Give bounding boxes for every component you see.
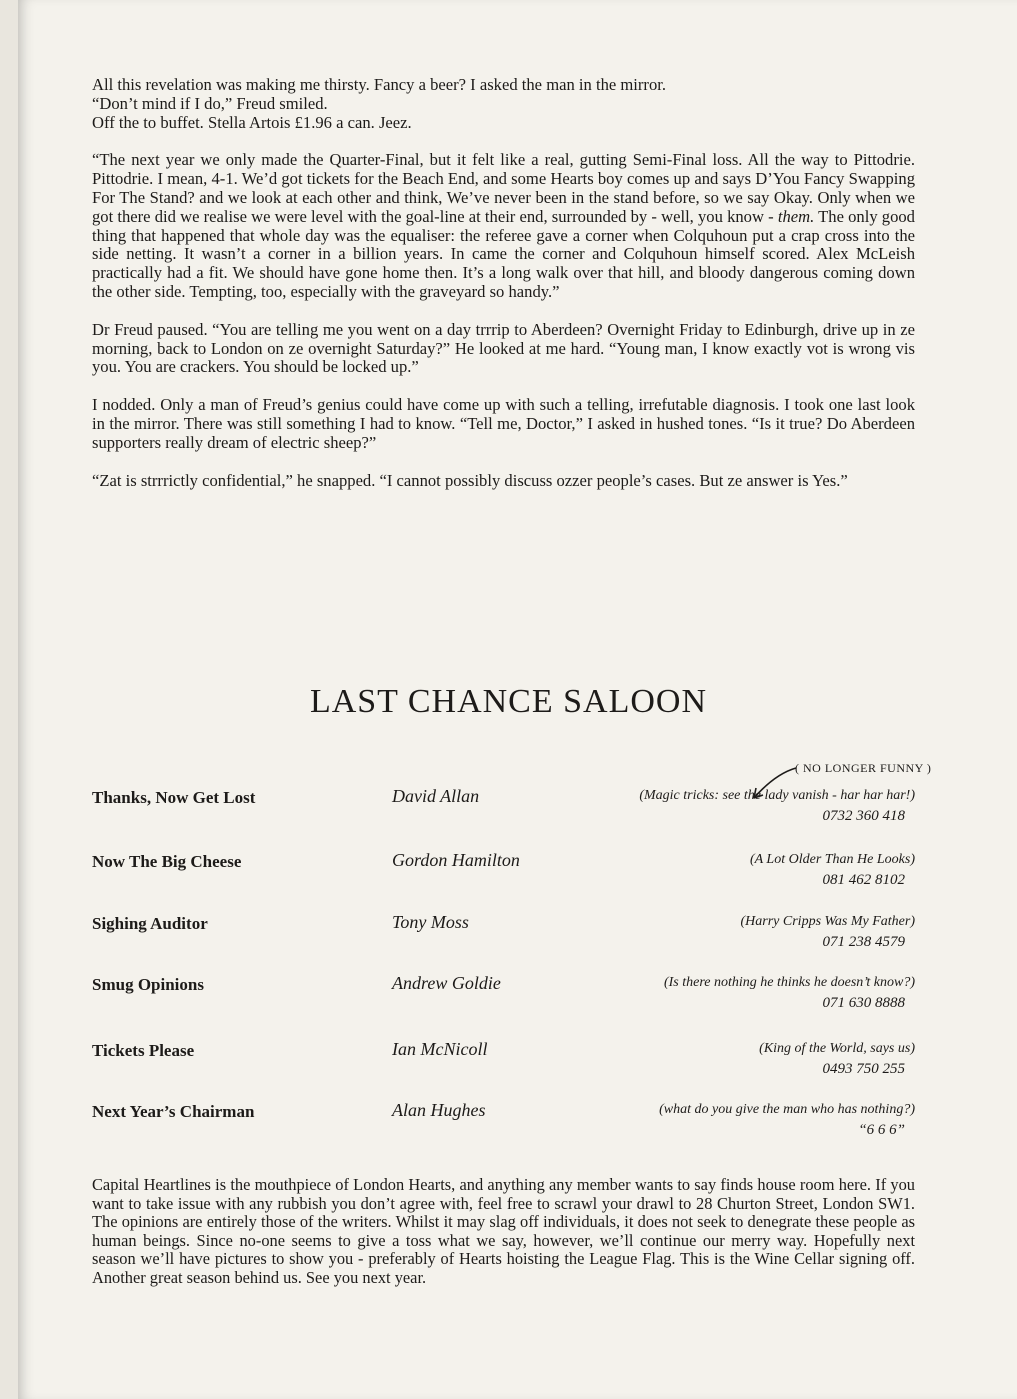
roster-name: Alan Hughes [392, 1100, 486, 1120]
roster-role: Thanks, Now Get Lost [92, 788, 256, 807]
story-emphasis: them. [777, 206, 815, 226]
story-text [92, 76, 915, 509]
roster-name: Ian McNicoll [392, 1039, 488, 1059]
roster-role: Now The Big Cheese [92, 852, 242, 871]
roster-note: (A Lot Older Than He Looks) [749, 852, 915, 867]
handwritten-annotation: ( NO LONGER FUNNY ) [795, 761, 932, 775]
roster-phone: 0493 750 255 [822, 1061, 905, 1077]
story-paragraph-3: Dr Freud paused. “You are telling me you went on a day trrrip to Aberdeen? Overnight Friday to Edinburgh, drive up in ze morning, back to London on ze overnight Saturday?” He looked at me hard. “Young man, I know exactly vot is wrong vis you. You are crackers. You should be locked up.” [92, 319, 915, 377]
roster-note: (what do you give the man who has nothing?) [659, 1102, 915, 1117]
roster-phone: 071 630 8888 [822, 995, 905, 1011]
roster-role: Tickets Please [92, 1041, 195, 1060]
roster-phone: “6 6 6” [858, 1122, 905, 1138]
roster-phone: 081 462 8102 [822, 872, 905, 888]
roster-phone: 0732 360 418 [822, 808, 905, 824]
roster-role: Smug Opinions [92, 975, 204, 994]
roster-note: (King of the World, says us) [759, 1041, 915, 1056]
roster-row [92, 914, 915, 964]
story-line: All this revelation was making me thirsty. Fancy a beer? I asked the man in the mirror. [92, 75, 667, 94]
roster-note: (Is there nothing he thinks he doesn’t know?) [663, 975, 915, 990]
roster-name: Andrew Goldie [392, 973, 501, 993]
roster-phone: 071 238 4579 [822, 934, 905, 950]
footer-disclaimer: Capital Heartlines is the mouthpiece of London Hearts, and anything any member wants to say finds house room here. If you want to take issue with any rubbish you don’t agree with, feel free to scrawl your drawl to 28 Churton Street, London SW1. The opinions are entirely those of the writers. Whilst it may slag off individuals, it does not seek to denegrate these people as human beings. Since no-one seems to give a toss what we say, however, we’ll continue our merry way. Hopefully next season we’ll have pictures to show you - preferably of Hearts hoisting the League Flag. This is the Wine Cellar signing off. Another great season behind us. See you next year. [92, 1175, 915, 1287]
story-paragraph-4: I nodded. Only a man of Freud’s genius could have come up with such a telling, irrefutable diagnosis. I took one last look in the mirror. There was still something I had to know. “Tell me, Doctor,” I asked in hushed tones. “Is it true? Do Aberdeen supporters really dream of electric sheep?” [92, 395, 915, 452]
story-line: Off the to buffet. Stella Artois £1.96 a can. Jeez. [92, 112, 412, 132]
roster-note: (Harry Cripps Was My Father) [740, 914, 915, 929]
roster-role: Sighing Auditor [92, 914, 208, 933]
roster-row [92, 1041, 915, 1091]
roster-row [92, 852, 915, 902]
story-line: “Don’t mind if I do,” Freud smiled. [92, 93, 328, 113]
story-paragraph-2 [92, 151, 915, 301]
section-heading: LAST CHANCE SALOON [309, 683, 708, 720]
roster-row [92, 975, 915, 1025]
roster-name: Tony Moss [392, 912, 469, 932]
roster-role: Next Year’s Chairman [92, 1102, 255, 1121]
roster-name: Gordon Hamilton [392, 850, 520, 870]
roster-row [92, 788, 915, 838]
story-paragraph-5: “Zat is strrrictly confidential,” he snapped. “I cannot possibly discuss ozzer people’s cases. But ze answer is Yes.” [92, 470, 848, 490]
story-text-part: “The next year we only made the Quarter-Final, but it felt like a real, gutting Semi-Final loss. All the way to Pittodrie. Pittodrie. I mean, 4-1. We’d got tickets for the Beach End, and some Hearts boy comes up and says D’You Fancy Swapping For The Stand? and we look at each other and think, We’ve never been in the stand before, so we say Okay. Only when we got there did we realise we were level with the goal-line at their end, surrounded by - well, you know - [92, 150, 915, 226]
roster-note: (Magic tricks: see the lady vanish - har har har!) [639, 788, 915, 803]
story-paragraph-1 [92, 76, 915, 132]
story-text-part: The only good thing that happened that whole day was the equaliser: the referee gave a corner when Colquhoun put a crap cross into the side netting. It wasn’t a corner in a billion years. In came the corner and Colquhoun himself scored. Alex McLeish practically had a fit. We should have gone home then. It’s a long walk over that hill, and bloody dangerous coming down the other side. Tempting, too, especially with the graveyard so handy.” [92, 206, 915, 301]
roster-row [92, 1102, 915, 1152]
roster-name: David Allan [392, 786, 480, 806]
